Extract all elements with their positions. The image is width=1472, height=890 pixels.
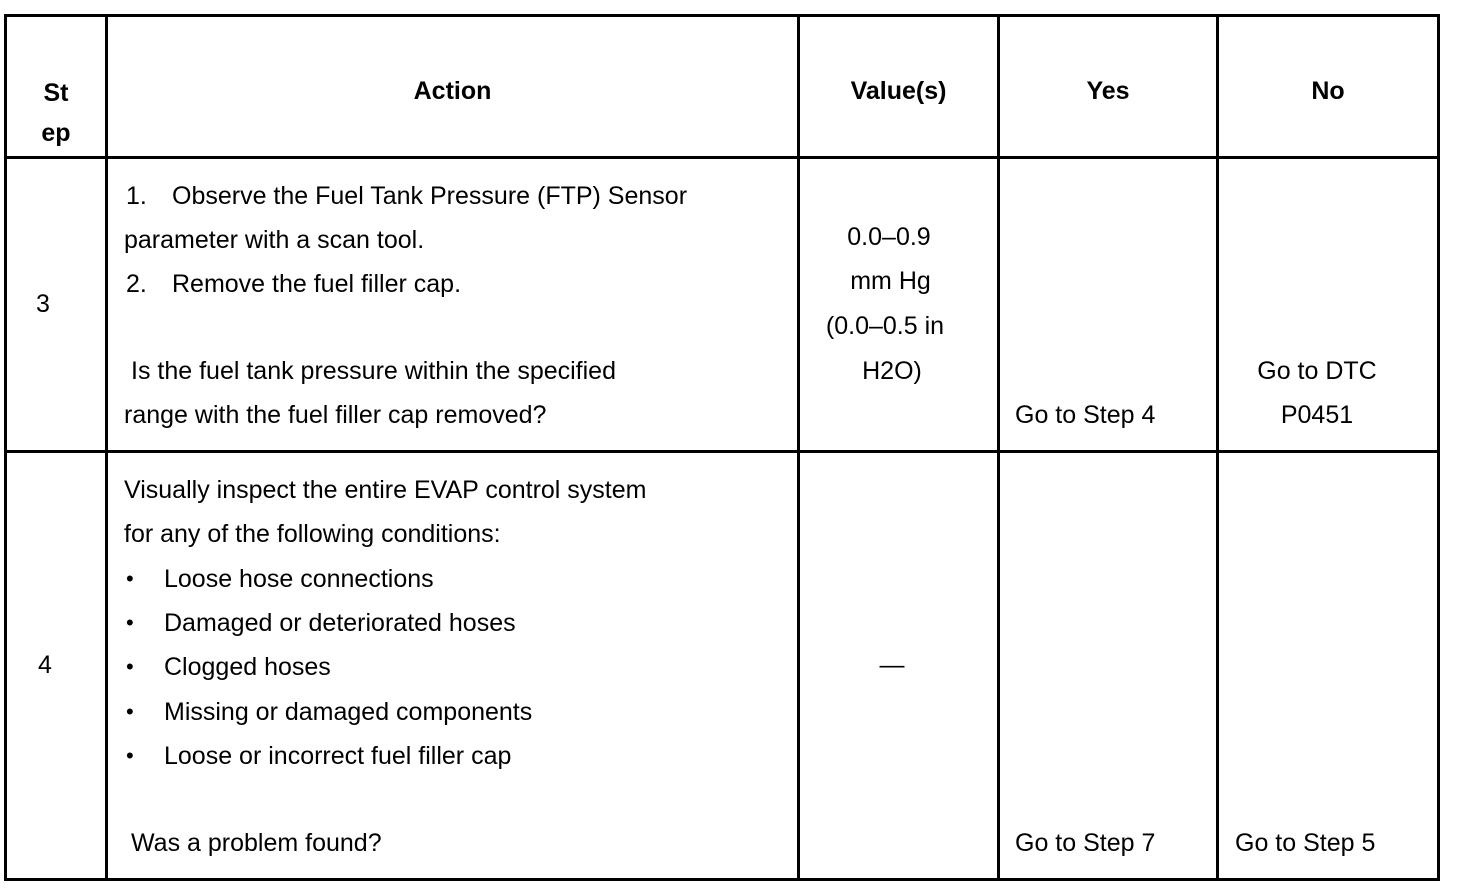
- yes-result: Go to Step 4: [1015, 401, 1156, 429]
- action-item-text: Observe the Fuel Tank Pressure (FTP) Sensor: [172, 182, 688, 210]
- column-divider-action: [797, 14, 800, 881]
- list-item: Loose or incorrect fuel filler cap: [164, 742, 512, 770]
- action-intro: for any of the following conditions:: [124, 520, 501, 548]
- bullet-icon: •: [126, 566, 134, 591]
- action-item-number: 1.: [126, 182, 147, 210]
- list-item: Damaged or deteriorated hoses: [164, 609, 516, 637]
- header-divider: [4, 156, 1440, 159]
- value-line: (0.0–0.5 in: [825, 312, 945, 340]
- bullet-icon: •: [126, 743, 134, 768]
- table-border-top: [4, 14, 1440, 17]
- action-intro: Visually inspect the entire EVAP control system: [124, 476, 647, 504]
- table-border-right: [1437, 14, 1440, 881]
- no-result: Go to DTC: [1257, 357, 1377, 385]
- action-item-text: Remove the fuel filler cap.: [172, 270, 462, 298]
- header-step-line1: St: [43, 79, 69, 107]
- no-result: Go to Step 5: [1235, 829, 1376, 857]
- action-question: range with the fuel filler cap removed?: [124, 401, 547, 429]
- column-divider-values: [997, 14, 1000, 881]
- list-item: Loose hose connections: [164, 565, 434, 593]
- bullet-icon: •: [126, 654, 134, 679]
- yes-result: Go to Step 7: [1015, 829, 1156, 857]
- value-line: H2O): [862, 357, 922, 385]
- action-item-continuation: parameter with a scan tool.: [124, 226, 425, 254]
- table-border-bottom: [4, 878, 1440, 881]
- action-question: Is the fuel tank pressure within the specified: [131, 357, 616, 385]
- column-divider-yes: [1216, 14, 1219, 881]
- header-action: Action: [413, 77, 492, 105]
- action-item-number: 2.: [126, 270, 147, 298]
- value-line: 0.0–0.9: [847, 223, 931, 251]
- header-no: No: [1311, 77, 1345, 105]
- value-line: —: [879, 651, 905, 679]
- list-item: Clogged hoses: [164, 653, 331, 681]
- header-step: [7, 73, 105, 153]
- bullet-icon: •: [126, 610, 134, 635]
- header-step-line2: ep: [41, 119, 71, 147]
- header-values: Value(s): [850, 77, 947, 105]
- list-item: Missing or damaged components: [164, 698, 533, 726]
- step-number: 3: [36, 290, 50, 318]
- step-number: 4: [38, 651, 52, 679]
- no-result: P0451: [1280, 401, 1354, 429]
- row-divider: [4, 450, 1440, 453]
- bullet-icon: •: [126, 699, 134, 724]
- action-question: Was a problem found?: [131, 829, 382, 857]
- column-divider-step: [105, 14, 108, 881]
- value-line: mm Hg: [850, 267, 931, 295]
- header-yes: Yes: [1086, 77, 1130, 105]
